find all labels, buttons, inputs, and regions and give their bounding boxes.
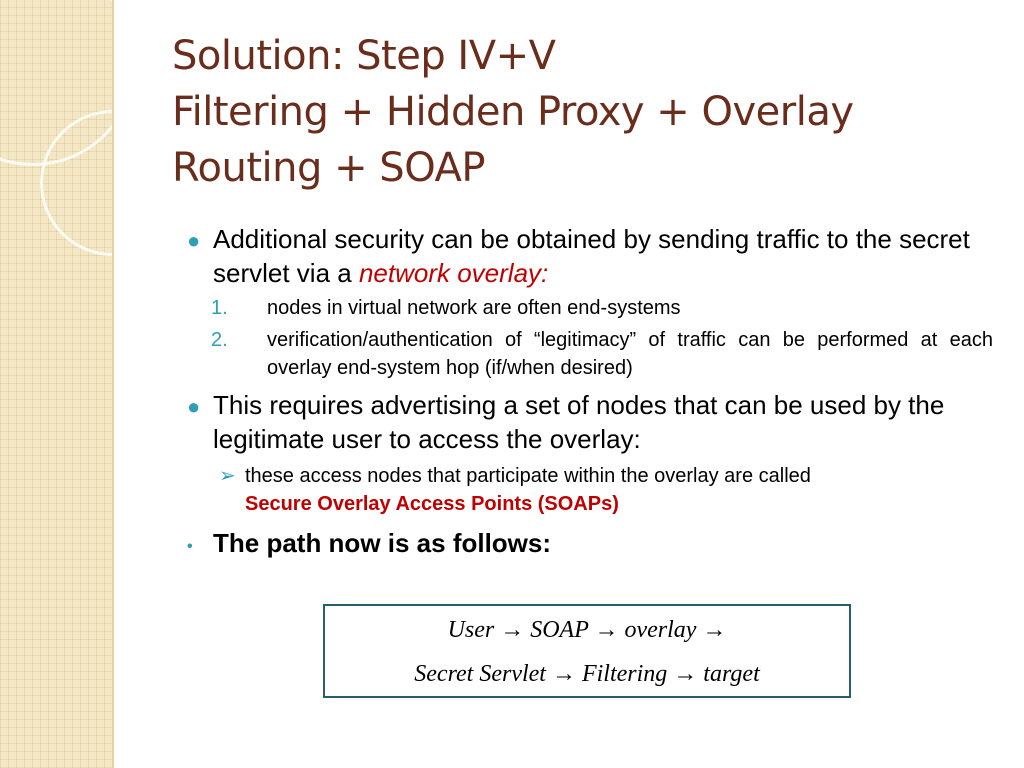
slide-title (172, 28, 992, 196)
arrow-bullet-icon: ➢ (219, 465, 236, 487)
bullet-advertising-nodes (183, 388, 993, 456)
slide-content (183, 222, 993, 564)
title-line-3: Routing + SOAP (172, 145, 485, 191)
sidebar-divider (112, 0, 114, 768)
item-number: 2. (211, 329, 228, 351)
item-text: nodes in virtual network are often end-systems (267, 297, 681, 319)
numbered-item (183, 326, 993, 382)
numbered-item (183, 294, 993, 322)
bullet-dot-icon: • (187, 538, 193, 555)
bullet-network-overlay (183, 222, 993, 290)
bullet-text: The path now is as follows: (213, 528, 552, 558)
path-box (323, 604, 851, 698)
item-text: verification/authentication of “legitimacy” of traffic can be performed at each overlay end-system hop (if/when desired) (267, 329, 993, 379)
network-overlay-emphasis: network overlay (358, 258, 542, 288)
path-line-1: User → SOAP → overlay → (447, 617, 727, 643)
title-line-2: Filtering + Hidden Proxy + Overlay (172, 89, 854, 135)
bullet-path (183, 526, 993, 560)
title-line-1: Solution: Step IV+V (172, 33, 556, 79)
bullet-colon: : (541, 258, 549, 288)
bullet-dot-icon: ● (187, 228, 201, 253)
path-line-2: Secret Servlet → Filtering → target (414, 661, 760, 687)
subitem-text: these access nodes that participate within the overlay are called (245, 465, 811, 487)
bullet-text: This requires advertising a set of nodes that can be used by the legitimate user to access the overlay: (213, 390, 945, 454)
decorative-sidebar (0, 0, 112, 768)
soap-emphasis: Secure Overlay Access Points (SOAPs) (245, 493, 619, 515)
bullet-text: Additional security can be obtained by sending traffic to the secret servlet via a (213, 224, 970, 288)
bullet-dot-icon: ● (187, 394, 201, 419)
soap-subitem (183, 462, 993, 518)
item-number: 1. (211, 297, 228, 319)
